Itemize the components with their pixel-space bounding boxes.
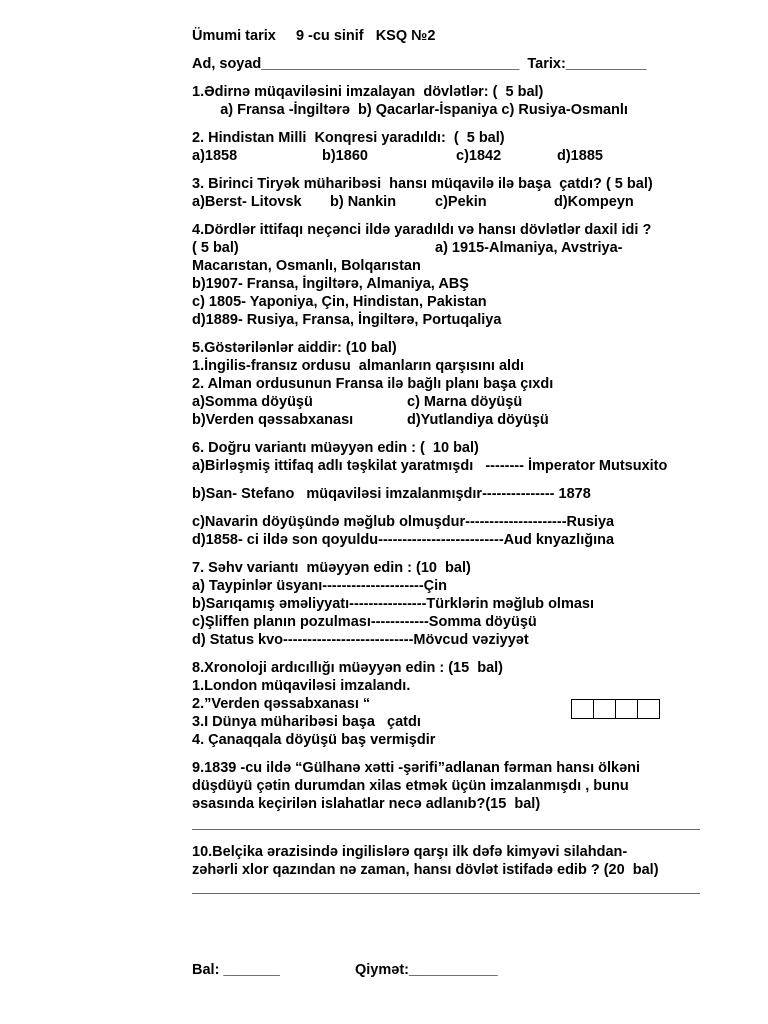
question-4-option-d: d)1889- Rusiya, Fransa, İngiltərə, Portuqaliya — [192, 312, 502, 328]
question-7-option-d: d) Status kvo---------------------------Mövcud vəziyyət — [192, 632, 529, 648]
question-8-answer-boxes[interactable] — [571, 699, 660, 719]
question-1: 1.Ədirnə müqaviləsini imzalayan dövlətlər: ( 5 bal) — [192, 84, 544, 100]
question-5-option-a: a)Somma döyüşü — [192, 394, 313, 410]
question-3: 3. Birinci Tiryək müharibəsi hansı müqavilə ilə başa çatdı? ( 5 bal) — [192, 176, 653, 192]
question-6-option-c: c)Navarin döyüşündə məğlub olmuşdur---------------------Rusiya — [192, 514, 615, 530]
question-9-line-1: 9.1839 -cu ildə “Gülhanə xətti -şərifi”adlanan fərman hansı ölkəni — [192, 760, 641, 776]
question-8-item-4: 4. Çanaqqala döyüşü baş vermişdir — [192, 732, 436, 748]
name-date-line: Ad, soyad________________________________ Tarix:__________ — [192, 56, 647, 72]
question-4-option-a-end: Macarıstan, Osmanlı, Bolqarıstan — [192, 258, 421, 274]
grade-field: Qiymət:___________ — [355, 962, 498, 978]
answer-box-4[interactable] — [637, 699, 660, 719]
answer-box-3[interactable] — [615, 699, 638, 719]
answer-box-2[interactable] — [593, 699, 616, 719]
question-8-item-2: 2.”Verden qəssabxanası “ — [192, 696, 371, 712]
question-9-answer-line[interactable] — [192, 829, 700, 830]
question-4-option-c: c) 1805- Yaponiya, Çin, Hindistan, Pakistan — [192, 294, 487, 310]
question-6-option-d: d)1858- ci ildə son qoyuldu--------------------------Aud knyazlığına — [192, 532, 615, 548]
question-5: 5.Göstərilənlər aiddir: (10 bal) — [192, 340, 397, 356]
question-5-option-c: c) Marna döyüşü — [407, 394, 523, 410]
question-2: 2. Hindistan Milli Konqresi yaradıldı: ( 5 bal) — [192, 130, 505, 146]
question-7: 7. Səhv variantı müəyyən edin : (10 bal) — [192, 560, 471, 576]
question-2-option-a: a)1858 — [192, 148, 238, 164]
question-5-option-d: d)Yutlandiya döyüşü — [407, 412, 549, 428]
question-8-item-1: 1.London müqaviləsi imzalandı. — [192, 678, 411, 694]
question-2-option-d: d)1885 — [557, 148, 603, 164]
question-6-option-b: b)San- Stefano müqaviləsi imzalanmışdır--------------- 1878 — [192, 486, 591, 502]
worksheet-title: Ümumi tarix 9 -cu sinif KSQ №2 — [192, 28, 436, 44]
answer-box-1[interactable] — [571, 699, 594, 719]
question-1-options: a) Fransa -İngiltərə b) Qacarlar-İspaniya c) Rusiya-Osmanlı — [192, 102, 628, 118]
question-8: 8.Xronoloji ardıcıllığı müəyyən edin : (15 bal) — [192, 660, 504, 676]
question-4-option-b: b)1907- Fransa, İngiltərə, Almaniya, ABŞ — [192, 276, 469, 292]
question-3-option-b: b) Nankin — [330, 194, 397, 210]
question-7-option-c: c)Şliffen planın pozulması------------Somma döyüşü — [192, 614, 537, 630]
question-9-line-3: əsasında keçirilən islahatlar necə adlanıb?(15 bal) — [192, 796, 541, 812]
score-field: Bal: _______ — [192, 962, 280, 978]
question-3-option-d: d)Kompeyn — [554, 194, 634, 210]
question-5-item-2: 2. Alman ordusunun Fransa ilə bağlı planı başa çıxdı — [192, 376, 554, 392]
question-10-line-1: 10.Belçika ərazisində ingilislərə qarşı ilk dəfə kimyəvi silahdan- — [192, 844, 628, 860]
question-4-option-a-start: a) 1915-Almaniya, Avstriya- — [435, 240, 623, 256]
question-5-item-1: 1.İngilis-fransız ordusu almanların qarşısını aldı — [192, 358, 524, 374]
question-3-option-c: c)Pekin — [435, 194, 487, 210]
question-8-item-3: 3.I Dünya müharibəsi başa çatdı — [192, 714, 421, 730]
question-10-line-2: zəhərli xlor qazından nə zaman, hansı dövlət istifadə edib ? (20 bal) — [192, 862, 659, 878]
question-6-option-a: a)Birləşmiş ittifaq adlı təşkilat yaratmışdı -------- İmperator Mutsuxito — [192, 458, 668, 474]
question-7-option-a: a) Taypinlər üsyanı---------------------Çin — [192, 578, 448, 594]
question-4-points: ( 5 bal) — [192, 240, 239, 256]
question-3-option-a: a)Berst- Litovsk — [192, 194, 302, 210]
question-2-option-c: c)1842 — [456, 148, 502, 164]
question-6: 6. Doğru variantı müəyyən edin : ( 10 bal) — [192, 440, 479, 456]
question-5-option-b: b)Verden qəssabxanası — [192, 412, 354, 428]
question-7-option-b: b)Sarıqamış əməliyyatı----------------Türklərin məğlub olması — [192, 596, 595, 612]
question-10-answer-line[interactable] — [192, 893, 700, 894]
question-4: 4.Dördlər ittifaqı neçənci ildə yaradıldı və hansı dövlətlər daxil idi ? — [192, 222, 652, 238]
question-9-line-2: düşdüyü çətin durumdan xilas etmək üçün imzalanmışdı , bunu — [192, 778, 629, 794]
question-2-option-b: b)1860 — [322, 148, 368, 164]
